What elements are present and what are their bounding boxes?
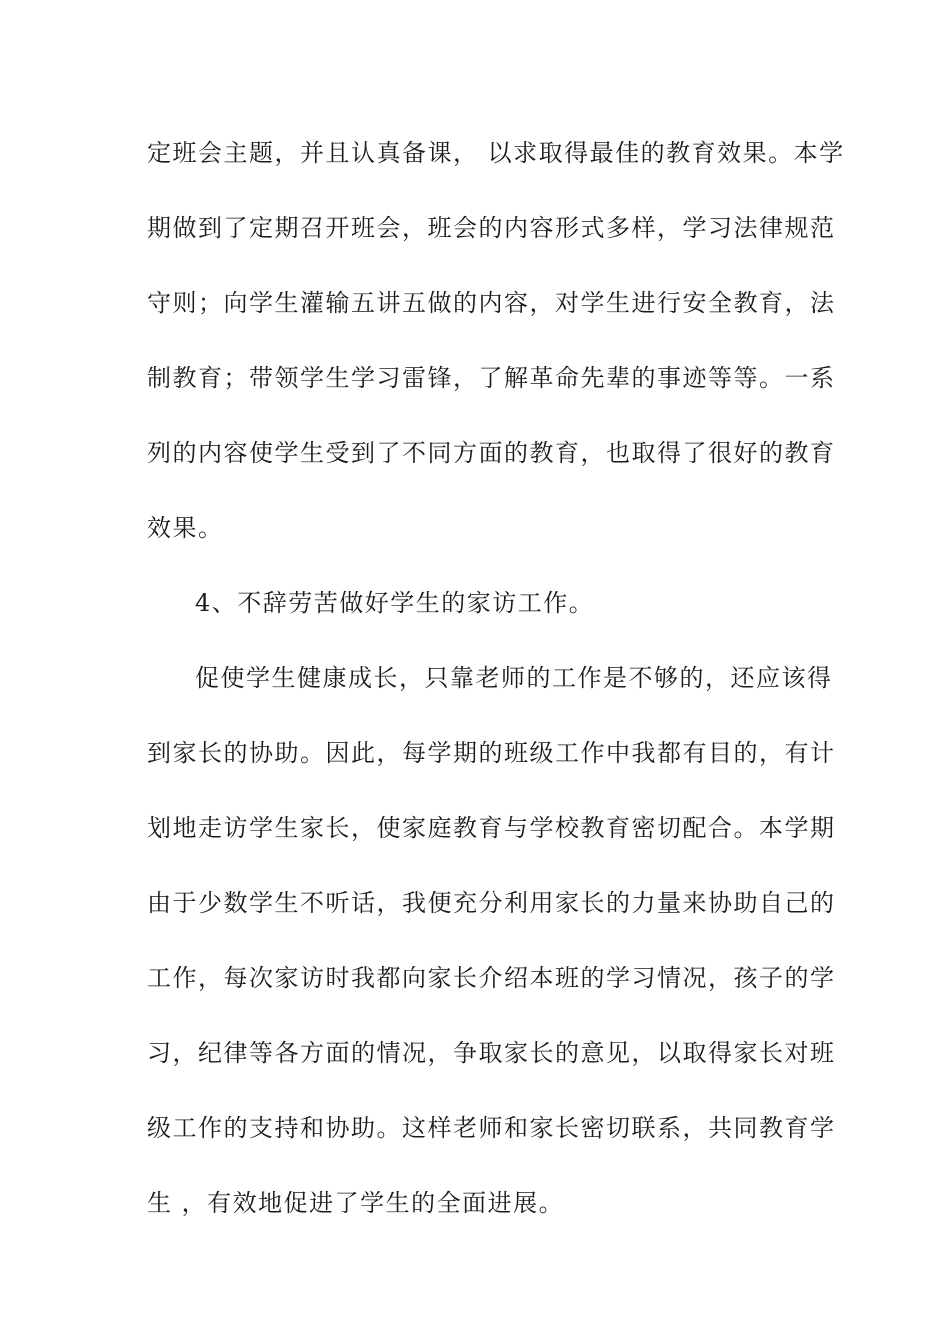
text-line-12: 工作，每次家访时我都向家长介绍本班的学习情况，孩子的学 — [147, 964, 836, 992]
text-line-14: 级工作的支持和协助。这样老师和家长密切联系，共同教育学 — [147, 1114, 836, 1142]
text-line-13: 习，纪律等各方面的情况，争取家长的意见，以取得家长对班 — [147, 1039, 836, 1067]
text-line-11: 由于少数学生不听话，我便充分利用家长的力量来协助自己的 — [147, 889, 836, 917]
text-line-3: 守则；向学生灌输五讲五做的内容，对学生进行安全教育，法 — [147, 289, 836, 317]
text-line-6: 效果。 — [147, 514, 224, 542]
text-line-8: 促使学生健康成长，只靠老师的工作是不够的，还应该得 — [195, 664, 833, 692]
text-line-5: 列的内容使学生受到了不同方面的教育，也取得了很好的教育 — [147, 439, 836, 467]
text-line-1: 定班会主题，并且认真备课， 以求取得最佳的教育效果。本学 — [147, 139, 845, 167]
text-line-4: 制教育；带领学生学习雷锋，了解革命先辈的事迹等等。一系 — [147, 364, 836, 392]
text-line-10: 划地走访学生家长，使家庭教育与学校教育密切配合。本学期 — [147, 814, 836, 842]
text-line-15: 生 ，有效地促进了学生的全面进展。 — [147, 1189, 565, 1217]
section-heading: 4、不辞劳苦做好学生的家访工作。 — [195, 589, 595, 617]
text-line-9: 到家长的协助。因此，每学期的班级工作中我都有目的，有计 — [147, 739, 836, 767]
text-line-2: 期做到了定期召开班会，班会的内容形式多样，学习法律规范 — [147, 214, 836, 242]
